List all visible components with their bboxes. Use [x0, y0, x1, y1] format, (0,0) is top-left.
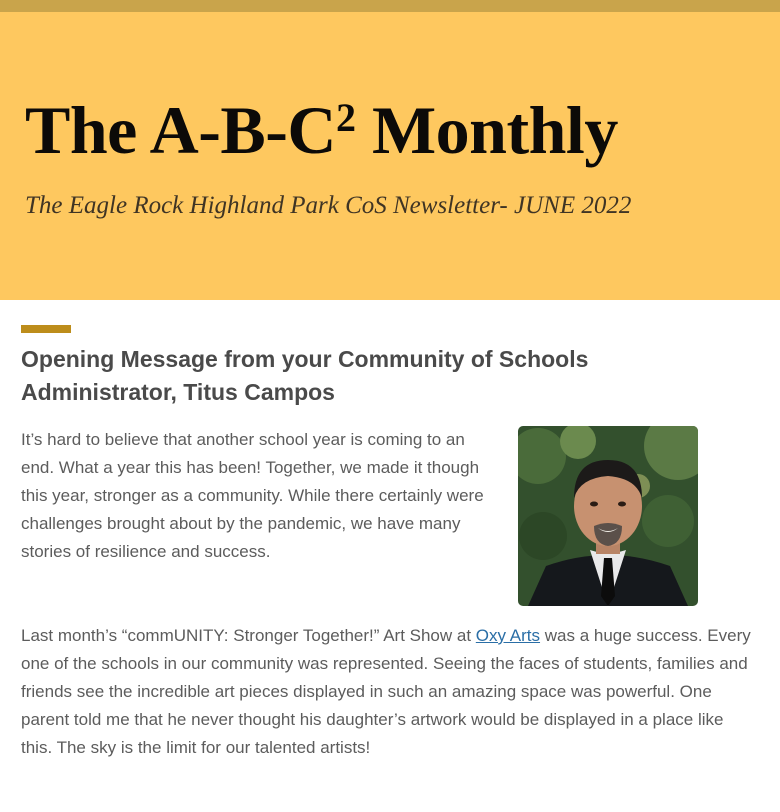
- oxy-arts-link[interactable]: Oxy Arts: [475, 626, 541, 645]
- title-text: The A-B-C: [25, 92, 336, 168]
- portrait-image: [518, 426, 698, 606]
- title-text-end: Monthly: [355, 92, 618, 168]
- article-heading: Opening Message from your Community of Schools Administrator, Titus Campos: [21, 346, 589, 405]
- art-show-paragraph: [21, 622, 759, 762]
- newsletter-header: [0, 12, 780, 300]
- top-bar: [0, 0, 780, 12]
- administrator-photo: [518, 426, 698, 606]
- newsletter-subtitle: The Eagle Rock Highland Park CoS Newsletter- JUNE 2022: [25, 192, 632, 219]
- title-superscript: 2: [335, 95, 356, 140]
- para-text-after: was a huge success. Every one of the schools in our community was represented. Seeing the faces of students, families and friends see the incredible art pieces displayed in such an amazing space was powerful. One parent told me that he never thought his daughter’s artwork would be displayed in a place like this. The sky is the limit for our talented artists!: [21, 626, 751, 757]
- newsletter-title: [25, 92, 618, 168]
- intro-paragraph: It’s hard to believe that another school year is coming to an end. What a year this has been! Together, we made it though this year, stronger as a community. While there certainly were challenges brought about by the pandemic, we have many stories of resilience and success.: [21, 430, 484, 561]
- heading-accent-bar: [21, 325, 71, 333]
- para-text-before: Last month’s “commUNITY: Stronger Together!” Art Show at: [21, 626, 476, 645]
